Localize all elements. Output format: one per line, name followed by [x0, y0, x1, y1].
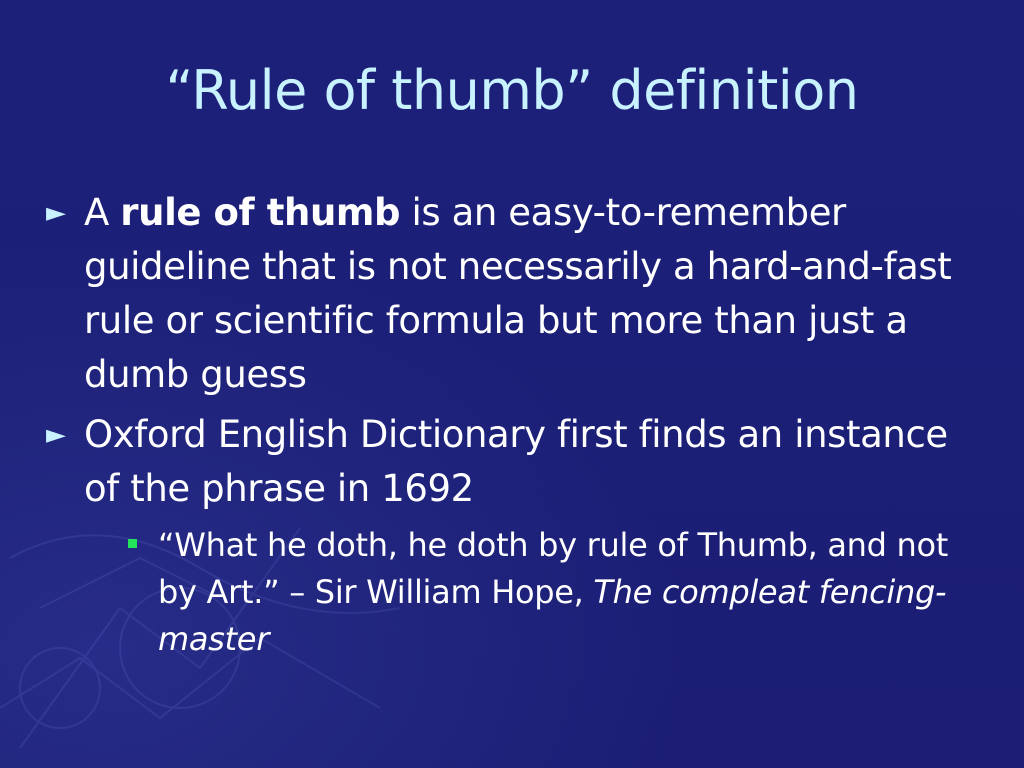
sub-bullet-book-title: The compleat fencing-master [158, 573, 947, 658]
triangle-bullet-icon: ► [46, 198, 66, 228]
bullet-definition-term: rule of thumb [120, 191, 401, 234]
sub-bullet-quote [126, 522, 976, 663]
bullet-definition-text: is an easy-to-remember guideline that is not necessarily a hard-and-fast rule or scientific formula but more than just a dumb guess [84, 191, 952, 396]
bullet-definition-prefix: A [84, 191, 121, 234]
sub-bullet-quote-text: “What he doth, he doth by rule of Thumb, and not by Art.” – Sir William Hope, [158, 526, 949, 611]
bullet-definition [46, 186, 976, 402]
bullet-oed-text: Oxford English Dictionary first finds an instance of the phrase in 1692 [84, 413, 948, 510]
bullet-oed [46, 408, 976, 516]
square-bullet-icon [128, 539, 137, 548]
slide-title: “Rule of thumb” definition [165, 59, 859, 122]
triangle-bullet-icon: ► [46, 420, 66, 450]
slide-body [46, 186, 976, 663]
